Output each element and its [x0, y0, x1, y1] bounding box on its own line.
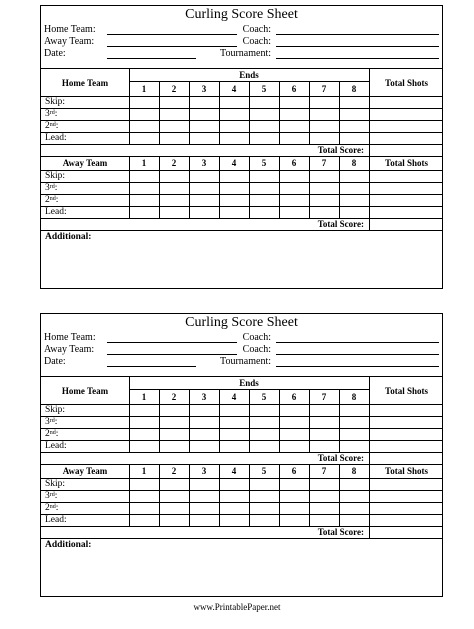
- away-player-4-label: [45, 514, 67, 526]
- end-number-4: 4: [231, 392, 237, 402]
- date-field[interactable]: [107, 366, 196, 367]
- end-number-5: 5: [261, 466, 267, 476]
- grid-hline: [41, 538, 442, 539]
- grid-hline: [41, 230, 442, 231]
- player-label-text: Lead:: [45, 441, 67, 451]
- tournament-label: Tournament:: [220, 48, 271, 59]
- away-player-4-label: [45, 206, 67, 218]
- player-label-colon: :: [54, 491, 58, 501]
- end-number-4: 4: [231, 84, 237, 94]
- away-player-3-label: [45, 502, 58, 514]
- grid-hline: [41, 108, 442, 109]
- away-total-score-label: Total Score:: [317, 219, 364, 229]
- player-label-colon: :: [55, 503, 59, 513]
- player-label-text: 2: [45, 503, 50, 513]
- grid-hline: [41, 416, 442, 417]
- coach-label-2: Coach:: [242, 344, 271, 355]
- grid-hline: [41, 132, 442, 133]
- player-label-sup: rd: [49, 184, 55, 190]
- end-number-2: 2: [171, 84, 177, 94]
- grid-hline: [41, 120, 442, 121]
- home-player-1-label: [45, 96, 65, 108]
- grid-hline: [41, 194, 442, 195]
- player-label-text: 3: [45, 417, 50, 427]
- player-label-text: 3: [45, 491, 50, 501]
- player-label-text: 3: [45, 109, 50, 119]
- total-score-box-edge: [369, 452, 370, 464]
- grid-hline: [41, 526, 442, 527]
- home-player-1-label: [45, 404, 65, 416]
- away-team-label: Away Team:: [44, 36, 95, 47]
- grid-hline: [41, 404, 442, 405]
- additional-label: Additional:: [45, 232, 92, 242]
- player-label-text: 3: [45, 183, 50, 193]
- footer-url: www.PrintablePaper.net: [193, 602, 281, 612]
- player-label-text: Skip:: [45, 479, 66, 489]
- player-label-colon: :: [55, 195, 59, 205]
- grid-hline: [41, 218, 442, 219]
- coach-field-2[interactable]: [276, 354, 439, 355]
- additional-notes-area[interactable]: [41, 552, 442, 596]
- end-number-5: 5: [261, 392, 267, 402]
- end-number-7: 7: [321, 158, 327, 168]
- away-player-2-label: [45, 490, 57, 502]
- total-shots-header: Total Shots: [385, 386, 428, 396]
- grid-hline: [41, 96, 442, 97]
- player-label-colon: :: [55, 121, 59, 131]
- end-number-3: 3: [201, 84, 207, 94]
- home-team-label: Home Team:: [44, 24, 96, 35]
- grid-hline: [41, 144, 442, 145]
- end-number-4: 4: [231, 158, 237, 168]
- away-player-1-label: [45, 170, 65, 182]
- home-player-4-label: [45, 440, 67, 452]
- away-team-label: Away Team:: [44, 344, 95, 355]
- end-number-5: 5: [261, 84, 267, 94]
- end-number-2: 2: [171, 466, 177, 476]
- player-label-text: Lead:: [45, 133, 67, 143]
- coach-label: Coach:: [242, 332, 271, 343]
- home-team-header: Home Team: [61, 78, 109, 88]
- end-number-4: 4: [231, 466, 237, 476]
- player-label-sup: rd: [49, 110, 55, 116]
- player-label-text: Skip:: [45, 171, 66, 181]
- player-label-sup: rd: [49, 418, 55, 424]
- end-number-5: 5: [261, 158, 267, 168]
- player-label-text: 2: [45, 429, 50, 439]
- tournament-field[interactable]: [276, 366, 439, 367]
- total-shots-header: Total Shots: [385, 158, 428, 168]
- grid-hline: [41, 440, 442, 441]
- player-label-sup: nd: [49, 196, 56, 202]
- end-number-6: 6: [291, 84, 297, 94]
- additional-notes-area[interactable]: [41, 244, 442, 288]
- player-label-colon: :: [54, 417, 58, 427]
- total-shots-header: Total Shots: [385, 78, 428, 88]
- end-number-3: 3: [201, 392, 207, 402]
- home-player-4-label: [45, 132, 67, 144]
- end-number-7: 7: [321, 392, 327, 402]
- sheet-title: Curling Score Sheet: [185, 7, 298, 22]
- home-team-field[interactable]: [107, 342, 237, 343]
- away-player-3-label: [45, 194, 58, 206]
- player-label-text: Skip:: [45, 97, 66, 107]
- player-label-sup: rd: [49, 492, 55, 498]
- date-label: Date:: [44, 356, 66, 367]
- player-label-text: Skip:: [45, 405, 66, 415]
- grid-hline: [41, 502, 442, 503]
- grid-hline: [41, 428, 442, 429]
- score-sheet-1: [40, 5, 443, 289]
- end-number-6: 6: [291, 158, 297, 168]
- date-field[interactable]: [107, 58, 196, 59]
- tournament-field[interactable]: [276, 58, 439, 59]
- player-label-colon: :: [54, 109, 58, 119]
- coach-field[interactable]: [276, 34, 439, 35]
- tournament-label: Tournament:: [220, 356, 271, 367]
- end-number-2: 2: [171, 392, 177, 402]
- away-player-1-label: [45, 478, 65, 490]
- end-number-6: 6: [291, 466, 297, 476]
- grid-hline: [41, 182, 442, 183]
- end-number-2: 2: [171, 158, 177, 168]
- away-total-score-label: Total Score:: [317, 527, 364, 537]
- score-sheet-2: [40, 313, 443, 597]
- player-label-text: Lead:: [45, 207, 67, 217]
- player-label-text: Lead:: [45, 515, 67, 525]
- home-team-field[interactable]: [107, 34, 237, 35]
- coach-label: Coach:: [242, 24, 271, 35]
- grid-hline: [41, 170, 442, 171]
- home-total-score-label: Total Score:: [317, 453, 364, 463]
- player-label-text: 2: [45, 195, 50, 205]
- grid-hline: [41, 452, 442, 453]
- away-team-field[interactable]: [107, 354, 237, 355]
- ends-header: Ends: [239, 70, 259, 80]
- away-team-header: Away Team: [62, 466, 108, 476]
- away-player-2-label: [45, 182, 57, 194]
- end-number-1: 1: [141, 392, 147, 402]
- sheet-title: Curling Score Sheet: [185, 315, 298, 330]
- home-team-label: Home Team:: [44, 332, 96, 343]
- end-number-6: 6: [291, 392, 297, 402]
- home-player-3-label: [45, 428, 58, 440]
- end-number-8: 8: [351, 392, 357, 402]
- ends-header: Ends: [239, 378, 259, 388]
- coach-label-2: Coach:: [242, 36, 271, 47]
- player-label-colon: :: [55, 429, 59, 439]
- grid-hline: [41, 490, 442, 491]
- end-number-3: 3: [201, 158, 207, 168]
- home-player-3-label: [45, 120, 58, 132]
- end-number-8: 8: [351, 158, 357, 168]
- home-team-header: Home Team: [61, 386, 109, 396]
- home-player-2-label: [45, 108, 57, 120]
- player-label-sup: nd: [49, 504, 56, 510]
- coach-field[interactable]: [276, 342, 439, 343]
- total-score-box-edge: [369, 218, 370, 230]
- additional-label: Additional:: [45, 540, 92, 550]
- player-label-sup: nd: [49, 430, 56, 436]
- end-number-1: 1: [141, 466, 147, 476]
- end-number-1: 1: [141, 158, 147, 168]
- total-shots-header: Total Shots: [385, 466, 428, 476]
- grid-hline: [41, 478, 442, 479]
- total-score-box-edge: [369, 144, 370, 156]
- away-team-header: Away Team: [62, 158, 108, 168]
- end-number-7: 7: [321, 466, 327, 476]
- date-label: Date:: [44, 48, 66, 59]
- grid-hline: [41, 514, 442, 515]
- home-total-score-label: Total Score:: [317, 145, 364, 155]
- player-label-text: 2: [45, 121, 50, 131]
- home-player-2-label: [45, 416, 57, 428]
- end-number-1: 1: [141, 84, 147, 94]
- end-number-8: 8: [351, 466, 357, 476]
- end-number-3: 3: [201, 466, 207, 476]
- away-team-field[interactable]: [107, 46, 237, 47]
- grid-hline: [41, 206, 442, 207]
- player-label-sup: nd: [49, 122, 56, 128]
- player-label-colon: :: [54, 183, 58, 193]
- total-score-box-edge: [369, 526, 370, 538]
- end-number-8: 8: [351, 84, 357, 94]
- coach-field-2[interactable]: [276, 46, 439, 47]
- end-number-7: 7: [321, 84, 327, 94]
